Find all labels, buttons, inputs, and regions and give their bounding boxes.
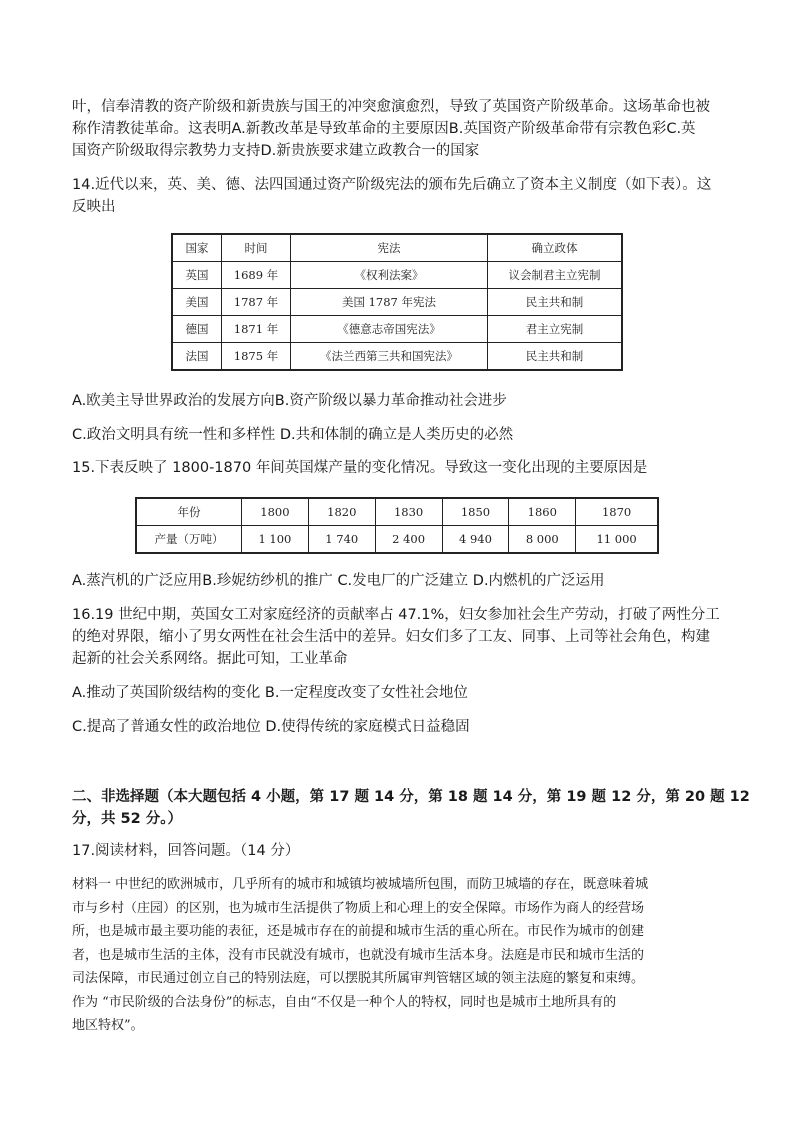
table-cell: 法国 bbox=[172, 343, 222, 371]
text-line: 16.19 世纪中期，英国女工对家庭经济的贡献率占 47.1%，妇女参加社会生产劳动，打破了两性分工 bbox=[72, 607, 720, 623]
table-cell: 1689 年 bbox=[222, 262, 291, 289]
text-line: 称作清教徒革命。这表明A.新教改革是导致革命的主要原因B.英国资产阶级革命带有宗教色彩C.英 bbox=[72, 121, 696, 137]
table-header-cell: 宪法 bbox=[291, 234, 488, 262]
table-cell: 11 000 bbox=[576, 526, 658, 554]
table-header-cell: 年份 bbox=[136, 498, 242, 526]
table-row bbox=[136, 526, 658, 554]
table-cell: 1875 年 bbox=[222, 343, 291, 371]
text-line: 14.近代以来，英、美、德、法四国通过资产阶级宪法的颁布先后确立了资本主义制度（如下表）。这 bbox=[72, 177, 712, 193]
table-cell: 1820 bbox=[308, 498, 375, 526]
table-cell: 议会制君主立宪制 bbox=[488, 262, 623, 289]
table-row bbox=[136, 498, 658, 526]
table-cell: 1871 年 bbox=[222, 316, 291, 343]
text-line: 地区特权”。 bbox=[72, 1018, 144, 1033]
table-header-cell: 时间 bbox=[222, 234, 291, 262]
table-row bbox=[172, 316, 622, 343]
q15-stem: 15.下表反映了 1800-1870 年间英国煤产量的变化情况。导致这一变化出现的主要原因是 bbox=[72, 460, 648, 476]
q16-options-line: A.推动了英国阶级结构的变化 B.一定程度改变了女性社会地位 bbox=[72, 685, 468, 701]
text-line: 起新的社会关系网络。据此可知，工业革命 bbox=[72, 651, 348, 667]
table-header-cell: 产量（万吨） bbox=[136, 526, 242, 554]
section-2-heading bbox=[72, 786, 750, 830]
text-line: 材料一 中世纪的欧洲城市，几乎所有的城市和城镇均被城墙所包围，而防卫城墙的存在，既意味着城 bbox=[72, 877, 649, 892]
table-header-cell: 确立政体 bbox=[488, 234, 623, 262]
table-row bbox=[172, 343, 622, 371]
table-row bbox=[172, 262, 622, 289]
q17-stem: 17.阅读材料，回答问题。（14 分） bbox=[72, 843, 300, 859]
coal-output-table bbox=[135, 497, 659, 554]
table-cell: 民主共和制 bbox=[488, 343, 623, 371]
table-cell: 1800 bbox=[242, 498, 309, 526]
table-cell: 1870 bbox=[576, 498, 658, 526]
q14-options-line: A.欧美主导世界政治的发展方向B.资产阶级以暴力革命推动社会进步 bbox=[72, 393, 507, 409]
table-cell: 民主共和制 bbox=[488, 289, 623, 316]
text-line: 国资产阶级取得宗教势力支持D.新贵族要求建立政教合一的国家 bbox=[72, 143, 480, 159]
text-line: 分，共 52 分。） bbox=[72, 811, 183, 827]
constitution-table bbox=[171, 233, 623, 371]
text-line: 叶，信奉清教的资产阶级和新贵族与国王的冲突愈演愈烈，导致了英国资产阶级革命。这场革命也被 bbox=[72, 99, 710, 115]
text-line: 作为 “市民阶级的合法身份”的标志，自由“不仅是一种个人的特权，同时也是城市土地所具有的 bbox=[72, 994, 617, 1010]
table-cell: 1860 bbox=[509, 498, 576, 526]
text-line: 反映出 bbox=[72, 199, 116, 215]
table-cell: 美国 bbox=[172, 289, 222, 316]
table-header-cell: 国家 bbox=[172, 234, 222, 262]
table-cell: 4 940 bbox=[442, 526, 509, 554]
table-cell: 英国 bbox=[172, 262, 222, 289]
table-cell: 1 740 bbox=[308, 526, 375, 554]
table-header-row bbox=[172, 234, 622, 262]
table-cell: 德国 bbox=[172, 316, 222, 343]
q14-options-line: C.政治文明具有统一性和多样性 D.共和体制的确立是人类历史的必然 bbox=[72, 427, 514, 443]
text-line: 二、非选择题（本大题包括 4 小题，第 17 题 14 分，第 18 题 14 分，第 19 题 12 分，第 20 题 12 bbox=[72, 789, 750, 805]
text-line: 的绝对界限，缩小了男女两性在社会生活中的差异。妇女们多了工友、同事、上司等社会角色，构建 bbox=[72, 629, 710, 645]
table-cell: 1850 bbox=[442, 498, 509, 526]
table-cell: 1 100 bbox=[242, 526, 309, 554]
q15-options: A.蒸汽机的广泛应用B.珍妮纺纱机的推广 C.发电厂的广泛建立 D.内燃机的广泛运用 bbox=[72, 573, 605, 589]
table-cell: 2 400 bbox=[375, 526, 442, 554]
table-cell: 《法兰西第三共和国宪法》 bbox=[291, 343, 488, 371]
q13-continuation bbox=[72, 96, 728, 162]
text-line: 市与乡村（庄园）的区别，也为城市生活提供了物质上和心理上的安全保障。市场作为商人的经营场 bbox=[72, 900, 645, 916]
text-line: 所，也是城市最主要功能的表征，还是城市存在的前提和城市生活的重心所在。市民作为城市的创建 bbox=[72, 924, 645, 939]
table-row bbox=[172, 289, 622, 316]
table-cell: 美国 1787 年宪法 bbox=[291, 289, 488, 316]
table-cell: 《权利法案》 bbox=[291, 262, 488, 289]
table-cell: 1830 bbox=[375, 498, 442, 526]
q17-material bbox=[72, 873, 728, 1038]
text-line: 司法保障，市民通过创立自己的特别法庭，可以摆脱其所属审判管辖区域的领主法庭的繁复和束缚。 bbox=[72, 971, 645, 986]
table-cell: 《德意志帝国宪法》 bbox=[291, 316, 488, 343]
text-line: 者，也是城市生活的主体，没有市民就没有城市，也就没有城市生活本身。法庭是市民和城市生活的 bbox=[72, 947, 645, 963]
table-cell: 君主立宪制 bbox=[488, 316, 623, 343]
q16-options-line: C.提高了普通女性的政治地位 D.使得传统的家庭模式日益稳固 bbox=[72, 719, 470, 735]
table-cell: 8 000 bbox=[509, 526, 576, 554]
q16-stem bbox=[72, 604, 728, 670]
q14-stem bbox=[72, 174, 728, 218]
table-cell: 1787 年 bbox=[222, 289, 291, 316]
